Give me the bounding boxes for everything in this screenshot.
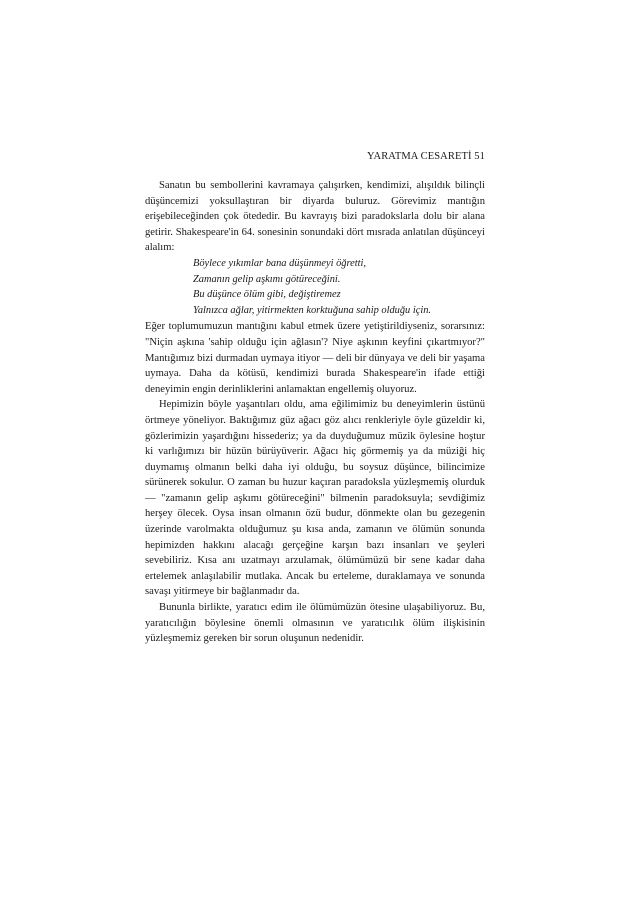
paragraph-4: Bununla birlikte, yaratıcı edim ile ölümümüzün ötesine ulaşabiliyoruz. Bu, yaratıcılığın böylesine önemli olmasının ve yaratıcılık ölüm ilişkisinin yüzleşmemiz gereken bir sorun oluşunun nedenidir. [145,602,485,645]
paragraph-3: Hepimizin böyle yaşantıları oldu, ama eğilimimiz bu deneyimlerin üstünü örtmeye yöneliyor. Baktığımız güz ağacı göz alıcı renkleriyle öyle güzeldir ki, gözlerimizin yaşardığını hissederiz; ya da duyduğumuz müzik öylesine hoştur ki varlığımızı bir hüzün bürüyüverir. Ağacı hiç görmemiş ya da müziği hiç duymamış olmanın belki daha iyi olduğu, bu soysuz düşünce, bilincimize sürünerek sokulur. O zaman bu huzur kaçıran paradoksla yüzleşmemiş olurduk — "zamanın gelip aşkımı götüreceğini" bilmenin paradoksuyla; sevdiğimiz herşey ölecek. Oysa insan olmanın özü budur, dönmekte olan bu gezegenin üzerinde varolmakta olduğumuz şu kısa anda, zamanın ve ölümün sonunda hepimizden hakkını alacağı gerçeğine karşın bazı insanları ve şeyleri sevebiliriz. Kısa anı uzatmayı arzulamak, ölümümüzü bir sene kadar daha ertelemek anlaşılabilir mutlaka. Ancak bu erteleme, duraklamaya ve sonunda savaşı yitirmeye bir bağlanmadır da. [145,399,485,598]
poem-line-3: Bu düşünce ölüm gibi, değiştiremez [193,289,341,301]
sonnet-quote [193,256,485,318]
poem-line-4: Yalnızca ağlar, yitirmekten korktuğuna sahip olduğu için. [193,304,432,316]
poem-line-2: Zamanın gelip aşkımı götüreceğini. [193,273,341,285]
book-page [145,150,485,647]
running-header: YARATMA CESARETİ 51 [367,151,485,162]
paragraph-2: Eğer toplumumuzun mantığını kabul etmek üzere yetiştirildiyseniz, sorarsınız: "Niçin aşkına 'sahip olduğu için ağlasın'? Niye aşkının keyfini çıkartmıyor?" Mantığımız bizi durmadan uymaya itiyor — deli bir dünyaya ve deli bir yaşama uymaya. Daha da kötüsü, kendimizi burada Shakespeare'in ifade ettiği deneyimin engin derinliklerini anlamaktan engellemiş oluyoruz. [145,321,485,395]
poem-line-1: Böylece yıkımlar bana düşünmeyi öğretti, [193,257,367,269]
paragraph-1: Sanatın bu sembollerini kavramaya çalışırken, kendimizi, alışıldık bilinçli düşüncemizi yoksullaştıran bir diyarda buluruz. Görevimiz mantığın erişebileceğinden çok ötededir. Bu kavrayış bizi paradokslarla dolu bir alana getirir. Shakespeare'in 64. sonesinin sonundaki dört mısrada anlatılan düşünceyi alalım: [145,180,485,254]
body-text [145,178,485,647]
